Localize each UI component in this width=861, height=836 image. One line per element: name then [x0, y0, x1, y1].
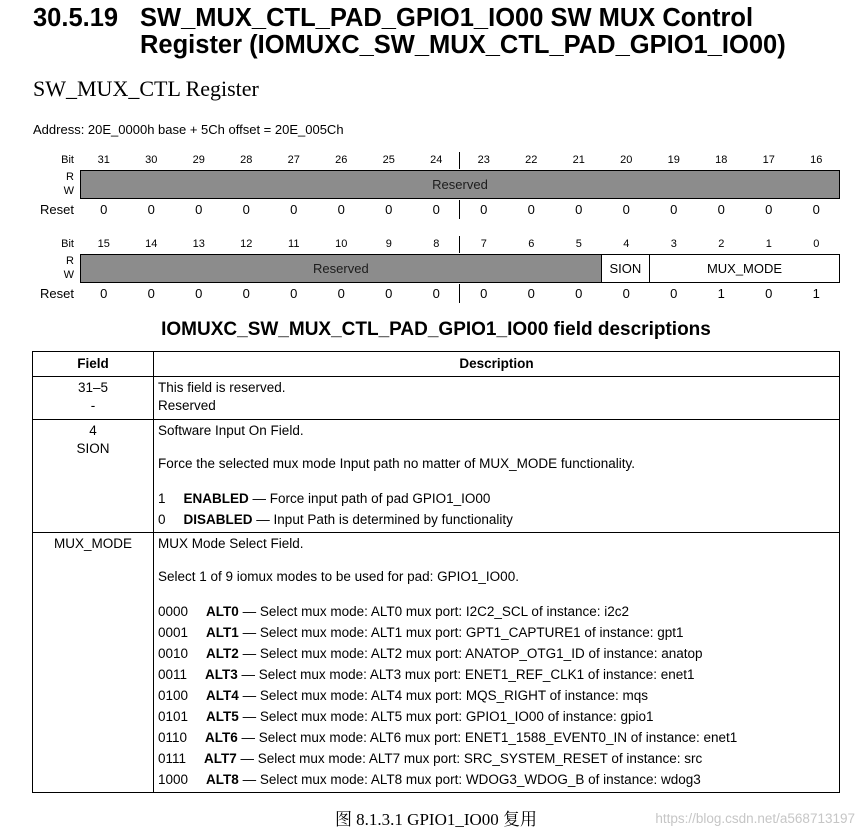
option-name: ALT4: [206, 688, 239, 703]
option-value: 0010: [158, 646, 189, 661]
bit-number-9: 9: [385, 238, 392, 250]
bit-number-6: 6: [528, 238, 535, 250]
description-column-header: Description: [459, 356, 534, 371]
reset-value-bit-4: 0: [622, 286, 630, 301]
section-number: 30.5.19: [33, 4, 119, 32]
upper-bit-numbers: [80, 152, 840, 168]
option-name: DISABLED: [183, 512, 253, 527]
mux-mode-option-alt4: [158, 685, 839, 706]
field-cell: [33, 420, 154, 532]
bit-number-26: 26: [335, 154, 348, 166]
mux-mode-option-alt5: [158, 706, 839, 727]
field-bits: 4: [89, 423, 97, 438]
bit-number-19: 19: [667, 154, 680, 166]
bit-number-7: 7: [480, 238, 487, 250]
reset-value-bit-20: 0: [622, 202, 630, 217]
write-label: W: [63, 269, 74, 281]
reset-value-bit-14: 0: [147, 286, 155, 301]
option-value: 0100: [158, 688, 189, 703]
mux-mode-option-alt0: [158, 601, 839, 622]
bit-number-17: 17: [762, 154, 775, 166]
bit-number-16: 16: [810, 154, 823, 166]
upper-field-row: [80, 170, 840, 199]
option-name: ALT6: [205, 730, 238, 745]
mux-mode-option-alt8: [158, 769, 839, 790]
bit-number-22: 22: [525, 154, 538, 166]
bit-number-21: 21: [572, 154, 585, 166]
bit-number-11: 11: [288, 238, 300, 250]
reset-value-bit-9: 0: [385, 286, 393, 301]
mux-mode-option-alt2: [158, 643, 839, 664]
bit-number-28: 28: [240, 154, 253, 166]
table-row-mux-mode: [33, 533, 839, 792]
lower-field-row: [80, 254, 840, 283]
reset-value-bit-31: 0: [100, 202, 108, 217]
description-paragraph: Software Input On Field.: [158, 423, 304, 438]
bit-number-14: 14: [145, 238, 158, 250]
write-label: W: [63, 185, 74, 197]
option-value: 0110: [158, 730, 188, 745]
option-description: — Select mux mode: ALT2 mux port: ANATOP_OTG1_ID of instance: anatop: [242, 646, 703, 661]
section-title-line-2: Register (IOMUXC_SW_MUX_CTL_PAD_GPIO1_IO00): [140, 31, 786, 59]
description-line: This field is reserved.: [158, 380, 286, 395]
option-description: — Select mux mode: ALT4 mux port: MQS_RIGHT of instance: mqs: [242, 688, 648, 703]
bit-number-27: 27: [287, 154, 300, 166]
bit-number-10: 10: [335, 238, 348, 250]
value-list: [158, 488, 839, 530]
bit-number-20: 20: [620, 154, 633, 166]
figure-caption: 图 8.1.3.1 GPIO1_IO00 复用: [334, 810, 538, 829]
bit-number-29: 29: [192, 154, 205, 166]
description-cell: [154, 420, 839, 532]
value-list: [158, 601, 839, 790]
bit-number-24: 24: [430, 154, 443, 166]
option-value: 0101: [158, 709, 189, 724]
reset-value-bit-5: 0: [575, 286, 583, 301]
mux-mode-option-alt3: [158, 664, 839, 685]
register-field-sion: SION: [601, 255, 649, 282]
bit-number-18: 18: [715, 154, 728, 166]
lower-bit-numbers: [80, 236, 840, 252]
register-field-reserved: Reserved: [81, 171, 839, 198]
description-paragraph: Force the selected mux mode Input path no matter of MUX_MODE functionality.: [158, 456, 635, 471]
bit-number-31: 31: [97, 154, 110, 166]
read-label: R: [66, 255, 74, 267]
reset-value-bit-23: 0: [480, 202, 488, 217]
option-description: — Select mux mode: ALT5 mux port: GPIO1_IO00 of instance: gpio1: [242, 709, 654, 724]
option-name: ALT5: [206, 709, 239, 724]
reset-value-bit-27: 0: [290, 202, 298, 217]
option-description: — Select mux mode: ALT7 mux port: SRC_SYSTEM_RESET of instance: src: [240, 751, 703, 766]
field-cell: [33, 377, 154, 419]
read-label: R: [66, 171, 74, 183]
table-row-sion: [33, 420, 839, 533]
bit-number-8: 8: [433, 238, 440, 250]
mux-mode-option-alt1: [158, 622, 839, 643]
reset-label: Reset: [40, 286, 74, 301]
option-description: — Select mux mode: ALT0 mux port: I2C2_SCL of instance: i2c2: [242, 604, 629, 619]
reset-divider: [459, 200, 460, 219]
field-descriptions-title: IOMUXC_SW_MUX_CTL_PAD_GPIO1_IO00 field descriptions: [161, 319, 711, 340]
reset-value-bit-10: 0: [337, 286, 345, 301]
option-value: 0001: [158, 625, 189, 640]
option-name: ALT1: [206, 625, 239, 640]
sion-option-disabled: [158, 509, 839, 530]
bit-divider: [459, 152, 460, 169]
field-name: MUX_MODE: [53, 536, 132, 551]
section-heading: [33, 5, 786, 59]
option-description: — Force input path of pad GPIO1_IO00: [252, 491, 491, 506]
reset-value-bit-29: 0: [195, 202, 203, 217]
table-row-reserved: [33, 377, 839, 420]
register-field-reserved: Reserved: [81, 255, 601, 282]
option-description: — Select mux mode: ALT8 mux port: WDOG3_WDOG_B of instance: wdog3: [242, 772, 701, 787]
register-title: SW_MUX_CTL Register: [33, 76, 259, 101]
field-cell: [33, 533, 154, 792]
reset-value-bit-1: 0: [765, 286, 773, 301]
register-field-mux-mode: MUX_MODE: [649, 255, 839, 282]
reset-value-bit-15: 0: [100, 286, 108, 301]
watermark: https://blog.csdn.net/a568713197: [655, 811, 855, 826]
field-name: -: [90, 398, 96, 413]
reset-value-bit-6: 0: [527, 286, 535, 301]
mux-mode-option-alt6: [158, 727, 839, 748]
bit-number-15: 15: [97, 238, 110, 250]
table-header-row: [33, 352, 839, 377]
field-descriptions-table: [32, 351, 840, 793]
option-value: 1000: [158, 772, 189, 787]
reset-value-bit-18: 0: [717, 202, 725, 217]
section-title-line-1: SW_MUX_CTL_PAD_GPIO1_IO00 SW MUX Control: [140, 4, 754, 32]
bit-number-13: 13: [192, 238, 205, 250]
bit-number-4: 4: [623, 238, 630, 250]
bit-number-1: 1: [765, 238, 772, 250]
bit-number-2: 2: [718, 238, 725, 250]
option-description: — Select mux mode: ALT3 mux port: ENET1_REF_CLK1 of instance: enet1: [241, 667, 695, 682]
option-value: 1: [158, 491, 166, 506]
option-value: 0111: [158, 751, 187, 766]
reset-value-bit-3: 0: [670, 286, 678, 301]
reset-value-bit-24: 0: [432, 202, 440, 217]
bit-divider: [459, 236, 460, 253]
description-paragraph: Select 1 of 9 iomux modes to be used for pad: GPIO1_IO00.: [158, 569, 519, 584]
description-paragraph: MUX Mode Select Field.: [158, 536, 304, 551]
bit-label: Bit: [61, 154, 74, 166]
mux-mode-option-alt7: [158, 748, 839, 769]
description-line: Reserved: [158, 398, 216, 413]
reset-value-bit-13: 0: [195, 286, 203, 301]
reset-label: Reset: [40, 202, 74, 217]
reset-value-bit-30: 0: [147, 202, 155, 217]
reset-value-bit-26: 0: [337, 202, 345, 217]
option-description: — Input Path is determined by functionality: [256, 512, 513, 527]
description-cell: [154, 533, 839, 792]
reset-value-bit-12: 0: [242, 286, 250, 301]
reset-value-bit-28: 0: [242, 202, 250, 217]
reset-value-bit-2: 1: [717, 286, 725, 301]
section-title: [140, 5, 786, 59]
field-bits: 31–5: [77, 380, 109, 395]
option-name: ALT0: [206, 604, 239, 619]
reset-value-bit-25: 0: [385, 202, 393, 217]
option-value: 0: [158, 512, 166, 527]
description-cell: [154, 377, 839, 419]
register-address: Address: 20E_0000h base + 5Ch offset = 20E_005Ch: [33, 122, 344, 137]
register-diagram-upper: [0, 152, 861, 220]
reset-value-bit-8: 0: [432, 286, 440, 301]
reset-value-bit-16: 0: [812, 202, 820, 217]
bit-label: Bit: [61, 238, 74, 250]
field-column-header: Field: [33, 352, 154, 376]
bit-number-25: 25: [382, 154, 395, 166]
reset-value-bit-7: 0: [480, 286, 488, 301]
lower-reset-values: [80, 286, 840, 302]
bit-number-23: 23: [477, 154, 490, 166]
reset-value-bit-22: 0: [527, 202, 535, 217]
option-description: — Select mux mode: ALT6 mux port: ENET1_1588_EVENT0_IN of instance: enet1: [241, 730, 738, 745]
bit-number-3: 3: [670, 238, 677, 250]
option-name: ALT3: [205, 667, 238, 682]
reset-value-bit-17: 0: [765, 202, 773, 217]
option-name: ALT2: [206, 646, 239, 661]
bit-number-12: 12: [240, 238, 253, 250]
reset-divider: [459, 284, 460, 303]
option-name: ALT7: [204, 751, 237, 766]
reset-value-bit-11: 0: [290, 286, 298, 301]
option-value: 0011: [158, 667, 188, 682]
register-diagram-lower: [0, 236, 861, 304]
field-name: SION: [76, 441, 110, 456]
bit-number-30: 30: [145, 154, 158, 166]
option-name: ALT8: [206, 772, 239, 787]
option-description: — Select mux mode: ALT1 mux port: GPT1_CAPTURE1 of instance: gpt1: [242, 625, 684, 640]
upper-reset-values: [80, 202, 840, 218]
reset-value-bit-19: 0: [670, 202, 678, 217]
option-name: ENABLED: [183, 491, 249, 506]
sion-option-enabled: [158, 488, 839, 509]
reset-value-bit-0: 1: [812, 286, 820, 301]
reset-value-bit-21: 0: [575, 202, 583, 217]
option-value: 0000: [158, 604, 189, 619]
bit-number-0: 0: [813, 238, 820, 250]
bit-number-5: 5: [575, 238, 582, 250]
